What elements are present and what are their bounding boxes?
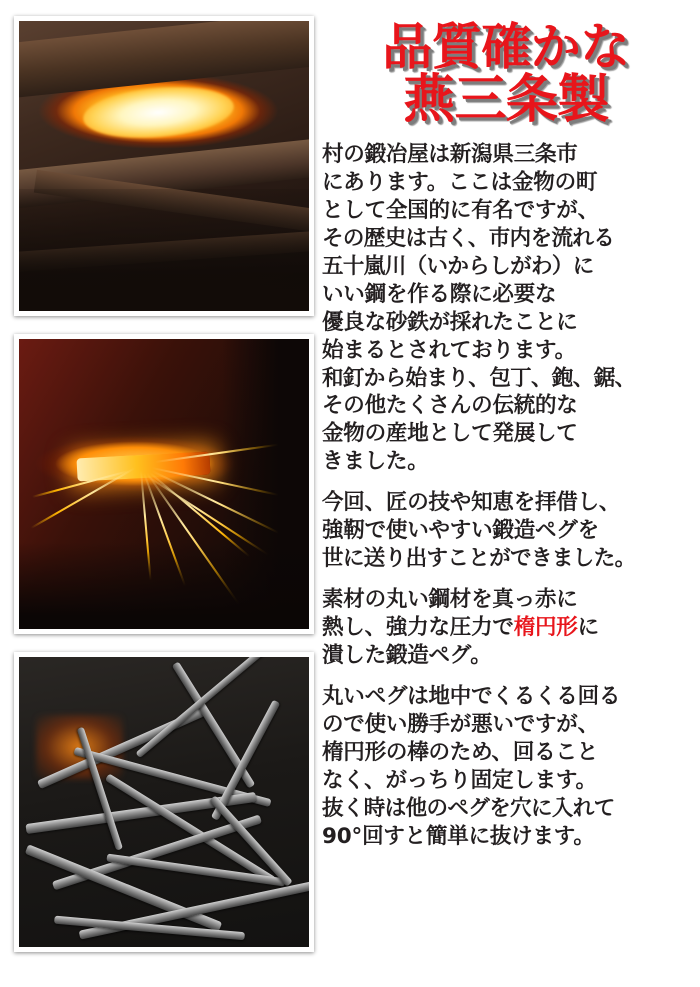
text-line: その歴史は古く、市内を流れる — [322, 225, 615, 251]
paragraph-craft — [322, 489, 690, 573]
text-line: 村の鍛冶屋は新潟県三条市 — [322, 142, 578, 168]
text-line: その他たくさんの伝統的な — [322, 393, 578, 419]
text-line: 始まるとされております。 — [322, 337, 576, 363]
text-segment: に — [577, 615, 599, 641]
text-line: なく、がっちり固定します。 — [322, 767, 597, 793]
text-line: 世に送り出すことができました。 — [322, 546, 636, 572]
content-column — [322, 18, 690, 864]
text-line: として全国的に有名ですが、 — [322, 197, 599, 223]
text-line: 素材の丸い鋼材を真っ赤に — [322, 587, 578, 613]
text-line: きました。 — [322, 449, 429, 475]
photo-column — [14, 16, 314, 970]
text-line: にあります。ここは金物の町 — [322, 169, 598, 195]
text-line: 金物の産地として発展して — [322, 421, 578, 447]
text-line: 和釘から始まり、包丁、鉋、鋸、 — [322, 365, 636, 391]
forging-sparks-photo — [14, 334, 314, 634]
text-line: 五十嵐川（いからしがわ）に — [322, 253, 594, 279]
paragraph-benefit — [322, 683, 690, 851]
text-line: 楕円形の棒のため、回ること — [322, 739, 599, 765]
highlight-term: 楕円形 — [513, 615, 578, 641]
text-line-with-highlight — [322, 614, 690, 642]
text-line: 強靭で使いやすい鍛造ペグを — [322, 518, 599, 544]
forge-heating-photo — [14, 16, 314, 316]
forged-pegs-pile-photo — [14, 652, 314, 952]
text-line: 90°回すと簡単に抜けます。 — [322, 823, 595, 849]
headline-line-1: 品質確かな — [382, 18, 630, 76]
text-line: 優良な砂鉄が採れたことに — [322, 309, 578, 335]
text-line: いい鋼を作る際に必要な — [322, 281, 557, 307]
text-line: 今回、匠の技や知恵を拝借し、 — [322, 490, 621, 516]
paragraph-material — [322, 586, 690, 670]
page-title — [322, 18, 690, 130]
text-line: 丸いペグは地中でくるくる回る — [322, 683, 621, 709]
headline-line-2: 燕三条製 — [402, 69, 609, 130]
text-line: 抜く時は他のペグを穴に入れて — [322, 795, 615, 821]
text-line: ので使い勝手が悪いですが、 — [322, 711, 599, 737]
text-segment: 熱し、強力な圧力で — [322, 615, 514, 641]
paragraph-origin — [322, 141, 690, 476]
text-line: 潰した鍛造ペグ。 — [322, 642, 492, 668]
